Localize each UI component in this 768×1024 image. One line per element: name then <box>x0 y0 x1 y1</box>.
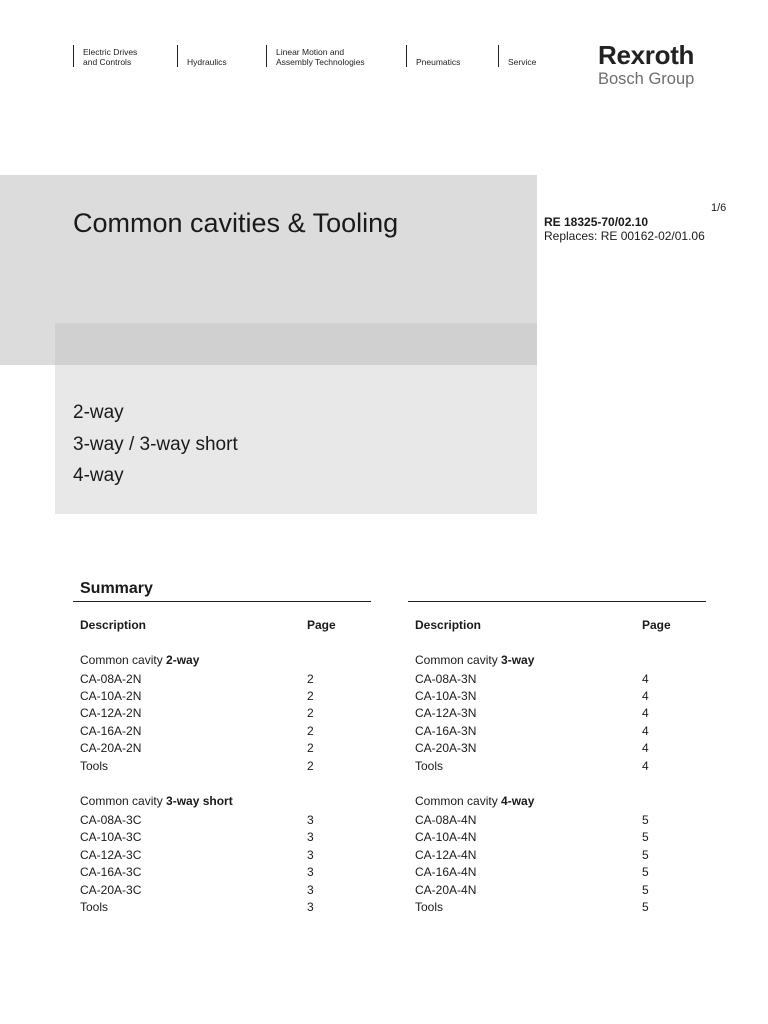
type-item: 3-way / 3-way short <box>73 433 238 455</box>
group-heading: Common cavity 3-way <box>415 652 535 667</box>
document-reference <box>544 215 705 243</box>
type-item: 4-way <box>73 465 124 486</box>
table-row[interactable]: CA-16A-2N 2 <box>80 723 314 738</box>
table-header <box>415 616 685 633</box>
table-row[interactable]: CA-16A-3C 3 <box>80 865 314 880</box>
table-row[interactable]: Tools 5 <box>415 899 649 914</box>
table-row[interactable]: CA-20A-3N 4 <box>415 741 649 756</box>
table-row[interactable]: CA-10A-3N 4 <box>415 689 649 704</box>
table-row[interactable]: CA-20A-3C 3 <box>80 882 314 897</box>
table-row[interactable]: CA-12A-3C 3 <box>80 847 314 862</box>
col-page-header: Page <box>307 617 336 632</box>
summary-table-right <box>415 616 685 916</box>
divider <box>73 601 371 602</box>
col-page-header: Page <box>642 617 671 632</box>
table-row[interactable]: CA-12A-3N 4 <box>415 706 649 721</box>
table-row[interactable]: CA-20A-2N 2 <box>80 741 314 756</box>
rexroth-logo <box>598 41 694 88</box>
table-row[interactable]: CA-12A-4N 5 <box>415 847 649 862</box>
group-heading: Common cavity 3-way short <box>80 793 233 808</box>
table-row[interactable]: Tools 2 <box>80 758 314 773</box>
table-row[interactable]: Tools 4 <box>415 758 649 773</box>
group-heading: Common cavity 4-way <box>415 793 535 808</box>
table-row[interactable]: CA-08A-3N 4 <box>415 671 649 686</box>
doc-replaces: Replaces: RE 00162-02/01.06 <box>544 229 705 243</box>
table-row[interactable]: CA-08A-4N 5 <box>415 813 649 828</box>
table-row[interactable]: CA-16A-4N 5 <box>415 865 649 880</box>
table-row[interactable]: CA-10A-3C 3 <box>80 830 314 845</box>
table-row[interactable]: Tools 3 <box>80 899 314 914</box>
table-row[interactable]: CA-10A-4N 5 <box>415 830 649 845</box>
summary-table-left <box>80 616 350 916</box>
page-number: 1/6 <box>711 202 727 214</box>
page-title: Common cavities & Tooling <box>73 208 399 238</box>
col-description-header: Description <box>80 617 147 632</box>
title-band-strip <box>55 323 537 365</box>
group-heading: Common cavity 2-way <box>80 652 200 667</box>
nav-pneumatics[interactable]: Pneumatics <box>406 45 460 67</box>
table-row[interactable]: CA-10A-2N 2 <box>80 689 314 704</box>
logo-group: Bosch Group <box>598 70 695 88</box>
table-row[interactable]: CA-20A-4N 5 <box>415 882 649 897</box>
table-row[interactable]: CA-16A-3N 4 <box>415 723 649 738</box>
cavity-types-list <box>73 397 238 492</box>
table-row[interactable]: CA-12A-2N 2 <box>80 706 314 721</box>
nav-electric-drives[interactable]: Electric Drives and Controls <box>73 45 137 67</box>
table-header <box>80 616 350 633</box>
divider <box>408 601 706 602</box>
nav-service[interactable]: Service <box>498 45 536 67</box>
type-item: 2-way <box>73 402 124 423</box>
logo-brand: Rexroth <box>598 40 695 70</box>
table-row[interactable]: CA-08A-2N 2 <box>80 671 314 686</box>
doc-number: RE 18325-70/02.10 <box>544 215 649 229</box>
summary-heading: Summary <box>80 580 153 597</box>
nav-hydraulics[interactable]: Hydraulics <box>177 45 227 67</box>
nav-linear-motion[interactable]: Linear Motion and Assembly Technologies <box>266 45 365 67</box>
col-description-header: Description <box>415 617 482 632</box>
table-row[interactable]: CA-08A-3C 3 <box>80 813 314 828</box>
